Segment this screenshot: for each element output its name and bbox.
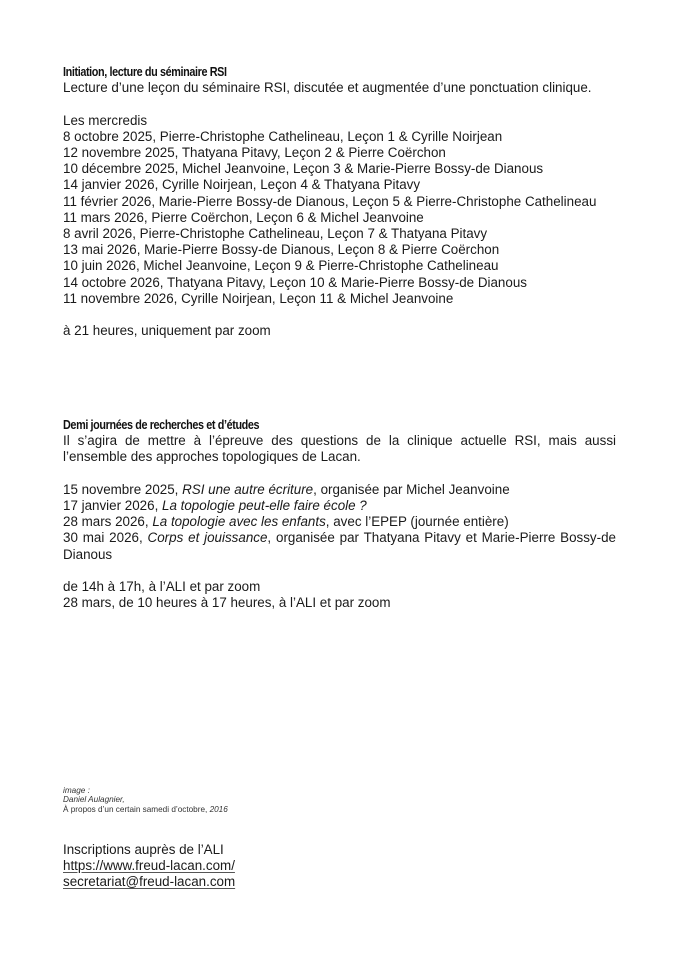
section-title: Initiation, lecture du séminaire RSI: [63, 65, 227, 79]
session-item: 8 avril 2026, Pierre-Christophe Cathelineau, Leçon 7 & Thatyana Pitavy: [63, 226, 488, 242]
event-item: [63, 530, 616, 562]
event-title: Corps et jouissance: [147, 530, 268, 546]
session-item: 11 novembre 2026, Cyrille Noirjean, Leçon 11 & Michel Jeanvoine: [63, 290, 454, 306]
event-title: RSI une autre écriture: [182, 481, 314, 497]
section-description: Il s’agira de mettre à l’épreuve des questions de la clinique actuelle RSI, mais aussi l’ensemble des approches topologiques de Lacan.: [63, 433, 616, 465]
session-item: 10 juin 2026, Michel Jeanvoine, Leçon 9 & Pierre-Christophe Cathelineau: [63, 258, 499, 274]
image-credit: [63, 786, 616, 814]
session-item: 12 novembre 2025, Thatyana Pitavy, Leçon 2 & Pierre Coërchon: [63, 145, 446, 160]
sessions-intro: Les mercredis: [63, 112, 148, 128]
image-credit-year: 2016: [209, 804, 228, 814]
registration-info: [63, 842, 616, 891]
session-item: 10 décembre 2025, Michel Jeanvoine, Leçon 3 & Marie-Pierre Bossy-de Dianous: [63, 161, 544, 177]
section-description: Lecture d’une leçon du séminaire RSI, discutée et augmentée d’une ponctuation clinique.: [63, 80, 592, 96]
event-date: 30 mai 2026,: [63, 530, 148, 546]
section-seminar-reading: [63, 64, 616, 339]
sessions-list: [63, 129, 616, 307]
website-link[interactable]: https://www.freud-lacan.com/: [63, 858, 235, 874]
event-item: [63, 514, 616, 530]
schedule-note: à 21 heures, uniquement par zoom: [63, 323, 271, 339]
event-details: , avec l’EPEP (journée entière): [325, 514, 509, 530]
event-date: 28 mars 2026,: [63, 514, 153, 530]
session-item: 11 mars 2026, Pierre Coërchon, Leçon 6 & Michel Jeanvoine: [63, 209, 424, 225]
section-research-days: [63, 417, 616, 611]
events-list: [63, 482, 616, 563]
schedule-note: de 14h à 17h, à l’ALI et par zoom: [63, 579, 261, 594]
session-item: 14 janvier 2026, Cyrille Noirjean, Leçon 4 & Thatyana Pitavy: [63, 177, 421, 193]
session-item: 14 octobre 2026, Thatyana Pitavy, Leçon 10 & Marie-Pierre Bossy-de Dianous: [63, 274, 527, 290]
event-details: , organisée par Michel Jeanvoine: [313, 481, 510, 497]
session-item: 13 mai 2026, Marie-Pierre Bossy-de Dianous, Leçon 8 & Pierre Coërchon: [63, 242, 500, 258]
session-item: 8 octobre 2025, Pierre-Christophe Cathelineau, Leçon 1 & Cyrille Noirjean: [63, 128, 503, 144]
event-item: [63, 498, 616, 514]
image-credit-artist: Daniel Aulagnier,: [63, 795, 125, 805]
registration-label: Inscriptions auprès de l’ALI: [63, 842, 224, 857]
email-link[interactable]: secretariat@freud-lacan.com: [63, 874, 236, 890]
session-item: 11 février 2026, Marie-Pierre Bossy-de Dianous, Leçon 5 & Pierre-Christophe Cathelineau: [63, 193, 597, 209]
event-date: 15 novembre 2025,: [63, 481, 183, 497]
event-details: , organisée par Thatyana Pitavy et Marie-Pierre Bossy-de Dianous: [63, 530, 616, 562]
event-title: La topologie avec les enfants: [152, 514, 326, 530]
event-item: [63, 482, 616, 498]
event-title: La topologie peut-elle faire école ?: [162, 498, 367, 513]
image-credit-work: [63, 805, 616, 814]
schedule-note: 28 mars, de 10 heures à 17 heures, à l’ALI et par zoom: [63, 595, 391, 611]
image-credit-label: image :: [63, 786, 90, 795]
event-date: 17 janvier 2026,: [63, 498, 163, 513]
image-credit-title: À propos d’un certain samedi d’octobre,: [63, 804, 210, 814]
section-title: Demi journées de recherches et d’études: [63, 418, 260, 432]
